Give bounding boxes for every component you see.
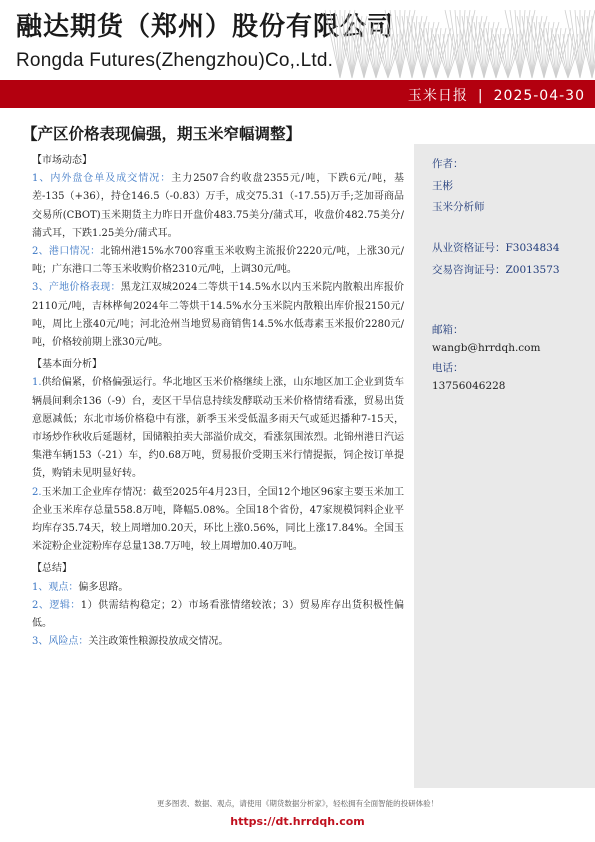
market-paragraph-3 (32, 279, 404, 352)
market-paragraph-1 (32, 170, 404, 243)
section-heading-market: 【市场动态】 (32, 155, 92, 166)
report-type-bar (0, 80, 595, 108)
company-name-cn: 融达期货（郑州）股份有限公司 (16, 12, 395, 42)
author-sidebar (414, 144, 595, 788)
section-heading-fundamental: 【基本面分析】 (32, 359, 102, 371)
fundamental-paragraph-1 (32, 374, 404, 483)
market-p3-body: 黑龙江双城2024二等烘干14.5%水以内玉米院内散粮出库报价2110元/吨，吉林桦甸2024年二等烘干14.5%水分玉米院内散粮出库价报2150元/吨，周比上涨40元/吨；河北沧州当地贸易商销售14.5%水低毒素玉米报价2280元/吨，价格较前期上涨30元/吨。 (32, 282, 404, 349)
author-role: 玉米分析师 (432, 201, 485, 213)
summary-paragraph-1 (32, 579, 404, 597)
summary-p3-body: 关注政策性粮源投放成交情况。 (88, 636, 229, 648)
phone-number: 13756046228 (432, 380, 506, 392)
company-name-en: Rongda Futures(Zhengzhou)Co,.Ltd. (16, 50, 334, 71)
report-date: 2025-04-30 (493, 88, 585, 104)
author-name: 王彬 (432, 180, 453, 192)
report-body (32, 152, 404, 651)
market-p1-lead: 1、内外盘仓单及成交情况： (32, 173, 172, 185)
market-p3-lead: 3、产地价格表现： (32, 282, 121, 294)
fundamental-p2-lead: 2. (32, 486, 42, 498)
market-p2-body: 北锦州港15%水700容重玉米收购主流报价2220元/吨，上涨30元/吨；广东港口二等玉米收购价格2310元/吨，上调30元/吨。 (32, 246, 404, 276)
footer-promo-note: 更多图表、数据、观点，请使用《期货数据分析家》，轻松拥有全面智能的投研体验！ (156, 799, 439, 808)
phone-label: 电话： (432, 362, 464, 374)
summary-paragraph-3 (32, 633, 404, 651)
fundamental-p2-body: 玉米加工企业库存情况：截至2025年4月23日，全国12个地区96家主要玉米加工企业玉米库存总量558.8万吨，降幅5.08%。全国18个省份，47家规模饲料企业平均库存35.74天，较上周增加0.20天，环比上涨0.56%，同比上涨17.84%。全国玉米淀粉企业淀粉库存总量138.7万吨，较上周增加0.40万吨。 (32, 486, 404, 553)
fundamental-p1-lead: 1. (32, 377, 42, 389)
summary-p1-body: 偏多思路。 (78, 581, 129, 593)
section-heading-summary: 【总结】 (32, 563, 72, 575)
email-address[interactable]: wangb@hrrdqh.com (432, 342, 541, 354)
decorative-pattern-graphic (320, 0, 595, 80)
summary-p3-lead: 3、风险点： (32, 636, 89, 648)
consulting-cert: 交易咨询证号：Z0013573 (432, 264, 560, 276)
footer-website-link[interactable]: https://dt.hrrdqh.com (230, 815, 365, 828)
summary-paragraph-2 (32, 597, 404, 633)
header-separator: | (477, 88, 484, 104)
report-title: 【产区价格表现偏强，期玉米窄幅调整】 (22, 125, 302, 143)
summary-p2-lead: 2、逻辑： (32, 599, 81, 611)
report-type-date (408, 85, 585, 105)
email-label: 邮箱： (432, 324, 464, 336)
fundamental-paragraph-2 (32, 484, 404, 557)
summary-p2-body: 1）供需结构稳定；2）市场看涨情绪较浓；3）贸易库存出货积极性偏低。 (32, 599, 404, 630)
market-paragraph-2 (32, 243, 404, 279)
report-type: 玉米日报 (407, 88, 468, 104)
report-header (0, 0, 595, 82)
fundamental-p1-body: 供给偏紧，价格偏强运行。华北地区玉米价格继续上涨，山东地区加工企业到货车辆晨间剩余136（-9）台，麦区干旱信息持续发酵联动玉米价格情绪看涨，贸易出货意愿减低；东北市场价格稳中有涨，新季玉米受低温多雨天气或延迟播种7-15天，市场炒作秋收后延题材，国储粮拍卖大部溢价成交，看涨氛围浓烈。北锦州港日汽运集港车辆153（-21）车，约0.68万吨，贸易报价受期玉米行情提振，饲企按订单提货，购销未见明显好转。 (32, 377, 404, 480)
market-p2-lead: 2、港口情况： (32, 246, 101, 258)
author-label: 作者： (432, 158, 464, 170)
summary-p1-lead: 1、观点： (32, 581, 79, 593)
qualification-cert: 从业资格证号：F3034834 (432, 242, 560, 254)
market-p1-body: 主力2507合约收盘2355元/吨，下跌6元/吨，基差-135（+36），持仓146.5（-0.83）万手，成交75.31（-17.55)万手;芝加哥商品交易所(CBOT)玉米期货主力昨日开盘价483.75美分/蒲式耳，收盘价482.75美分/蒲式耳，下跌1.25美分/蒲式耳。 (32, 173, 404, 239)
